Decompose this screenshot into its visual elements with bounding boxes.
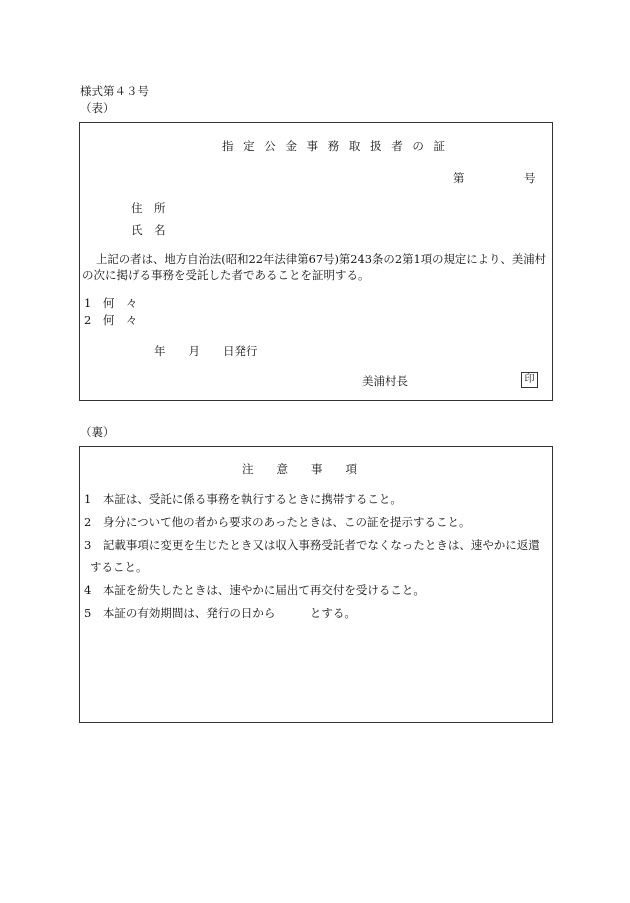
back-side-label: （裏） <box>80 425 115 439</box>
address-label: 住 所 <box>131 201 166 215</box>
note-item: 4 本証を紛失したときは、速やかに届出て再交付を受けること。 <box>84 583 425 597</box>
seal-mark: 印 <box>521 372 538 388</box>
list-item: 2 何 々 <box>84 313 138 327</box>
form-number: 様式第４３号 <box>80 84 149 98</box>
note-item: 3 記載事項に変更を生じたとき又は収入事務受託者でなくなったときは、速やかに返還 <box>84 538 540 552</box>
list-item: 1 何 々 <box>84 296 138 310</box>
certificate-number-suffix: 号 <box>524 171 536 185</box>
statement-line-1: 上記の者は、地方自治法(昭和22年法律第67号)第243条の2第1項の規定により、美浦村 <box>96 252 547 266</box>
notes-title: 注 意 事 項 <box>242 462 357 476</box>
issuer-title: 美浦村長 <box>362 374 408 388</box>
statement-line-2: の次に掲げる事務を受託した者であることを証明する。 <box>82 268 370 282</box>
certificate-title: 指 定 公 金 事 務 取 扱 者 の 証 <box>222 139 449 153</box>
certificate-number-prefix: 第 <box>453 171 465 185</box>
note-item-continuation: すること。 <box>90 560 148 574</box>
front-side-label: （表） <box>80 101 115 115</box>
note-item: 5 本証の有効期間は、発行の日から とする。 <box>84 606 356 620</box>
note-item: 1 本証は、受託に係る事務を執行するときに携帯すること。 <box>84 492 402 506</box>
name-label: 氏 名 <box>131 223 166 237</box>
issue-date: 年 月 日発行 <box>154 344 258 358</box>
note-item: 2 身分について他の者から要求のあったときは、この証を提示すること。 <box>84 515 471 529</box>
